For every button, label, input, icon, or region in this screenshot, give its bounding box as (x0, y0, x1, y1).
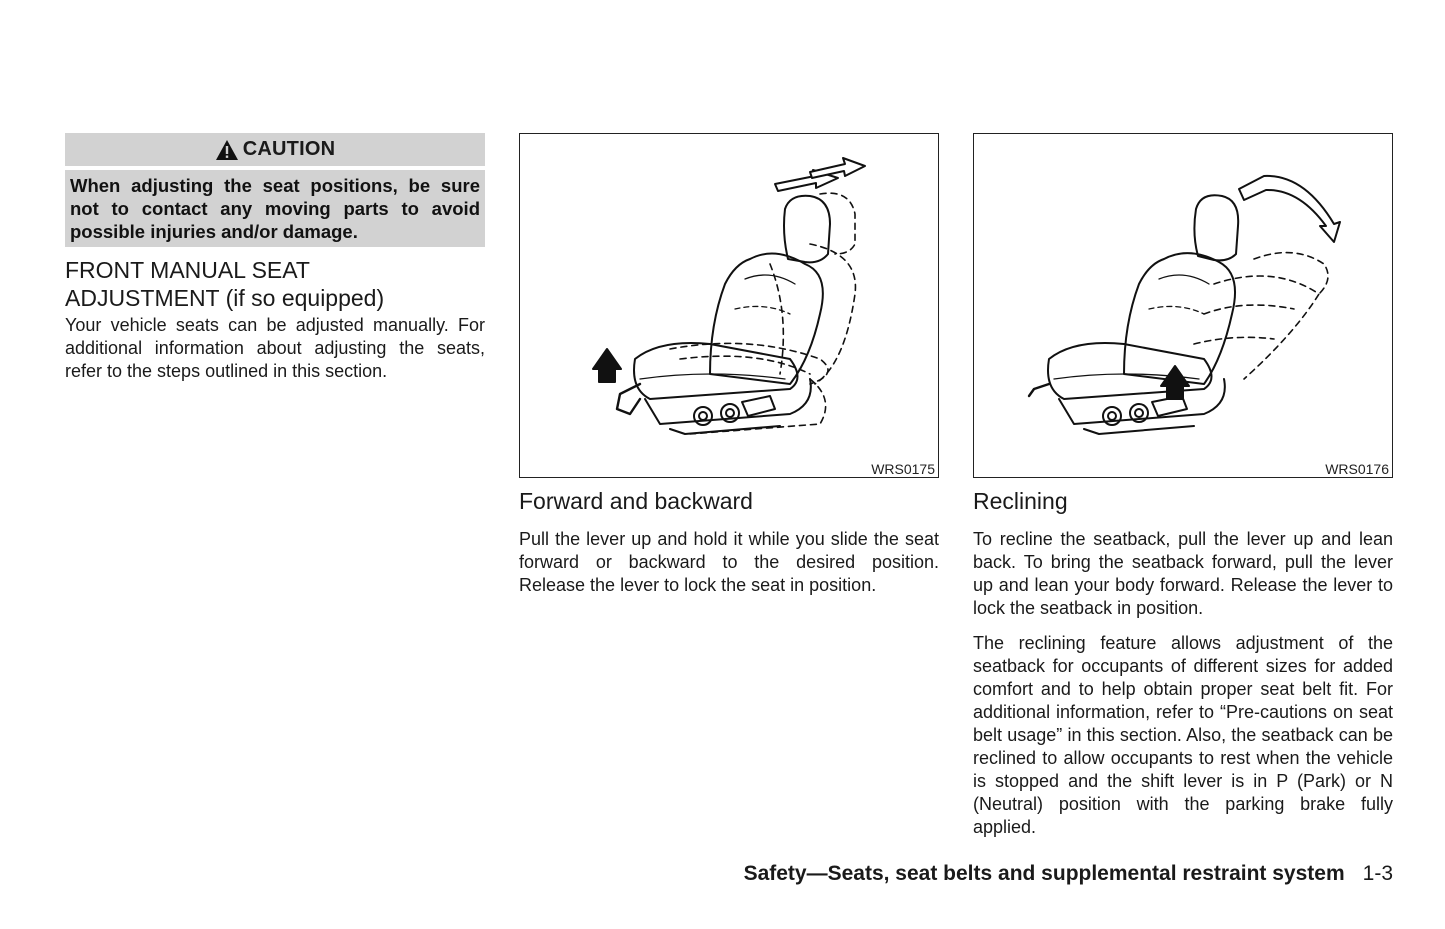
seat-recline-illustration (974, 134, 1392, 477)
figure-reclining (973, 133, 1393, 478)
chapter-title: Safety—Seats, seat belts and supplemental restraint system (743, 862, 1345, 885)
left-column (65, 133, 485, 383)
forward-title: Forward and backward (519, 488, 753, 514)
section-title: FRONT MANUAL SEAT ADJUSTMENT (if so equipped) (65, 257, 385, 311)
figure-code: WRS0175 (871, 461, 935, 477)
page-number: 1-3 (1362, 862, 1393, 885)
caution-title: CAUTION (242, 138, 336, 160)
figure-code: WRS0176 (1325, 461, 1389, 477)
right-column (973, 133, 1393, 839)
reclining-text-1: To recline the seatback, pull the lever up and lean back. To bring the seatback forward, pull the lever up and lean your body forward. Release the lever to lock the seatback in position. (973, 529, 1393, 618)
section-intro: Your vehicle seats can be adjusted manually. For additional information about adjusting the seats, refer to the steps outlined in this section. (65, 315, 485, 381)
reclining-text-2: The reclining feature allows adjustment of the seatback for occupants of different sizes for added comfort and to help obtain proper seat belt fit. For additional information, refer to “Pre-cautions on seat belt usage” in this section. Also, the seatback can be reclined to allow occupants to rest when the vehicle is stopped and the shift lever is in P (Park) or N (Neutral) position with the parking brake fully applied. (973, 633, 1393, 837)
figure-forward-backward (519, 133, 939, 478)
caution-text: When adjusting the seat positions, be sure not to contact any moving parts to avoid possible injuries and/or damage. (65, 170, 485, 247)
caution-header (65, 133, 485, 166)
page-footer (600, 862, 1393, 886)
warning-triangle-icon (215, 139, 239, 161)
seat-slide-illustration (520, 134, 938, 477)
reclining-title: Reclining (973, 488, 1068, 514)
middle-column (519, 133, 939, 597)
forward-text: Pull the lever up and hold it while you slide the seat forward or backward to the desired position. Release the lever to lock the seat in position. (519, 529, 939, 595)
